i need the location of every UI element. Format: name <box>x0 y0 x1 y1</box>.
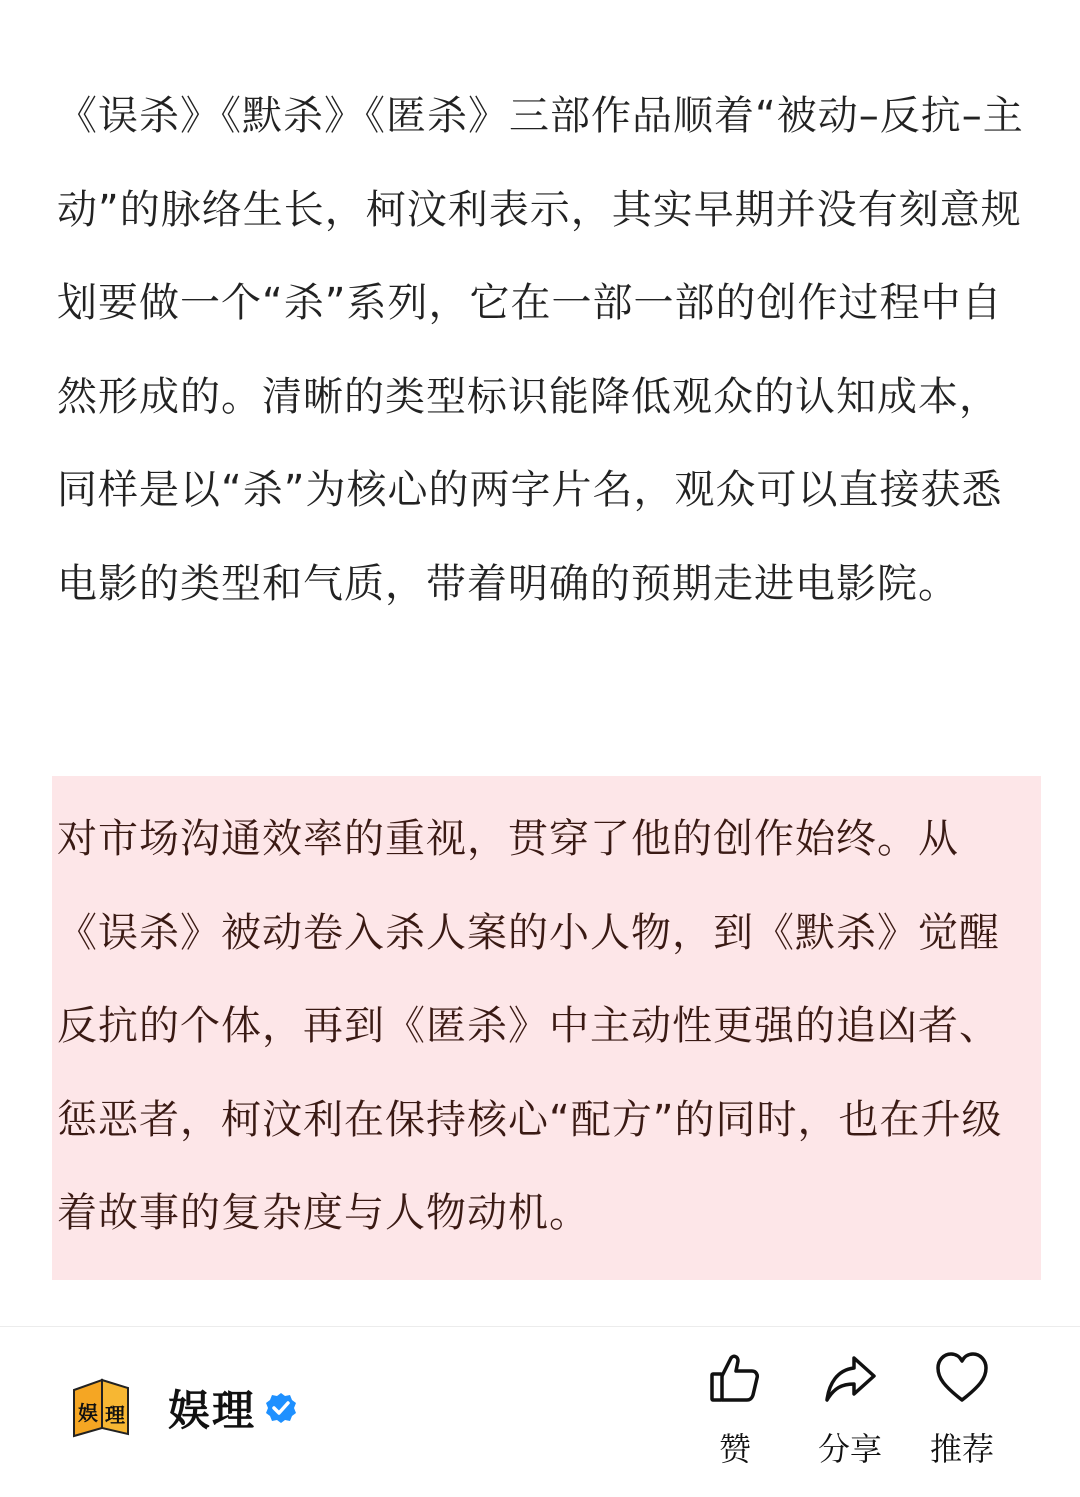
author-info[interactable] <box>68 1376 298 1440</box>
action-bar <box>690 1350 1030 1470</box>
like-label: 赞 <box>718 1430 751 1468</box>
share-button[interactable] <box>800 1350 900 1470</box>
author-logo-char-2: 理 <box>105 1403 125 1427</box>
author-logo-char-1: 娱 <box>78 1401 98 1425</box>
thumbs-up-icon <box>707 1350 763 1406</box>
verified-badge-icon <box>264 1391 298 1425</box>
author-name[interactable]: 娱理 <box>168 1386 257 1435</box>
article-paragraph: 《误杀》《默杀》《匿杀》三部作品顺着“被动–反抗–主动”的脉络生长，柯汶利表示，其实早期并没有刻意规划要做一个“杀”系列，它在一部一部的创作过程中自然形成的。清晰的类型标识能降低观众的认知成本，同样是以“杀”为核心的两字片名，观众可以直接获悉电影的类型和气质，带着明确的预期走进电影院。 <box>57 93 1024 607</box>
recommend-label: 推荐 <box>929 1430 994 1468</box>
highlighted-paragraph: 对市场沟通效率的重视，贯穿了他的创作始终。从《误杀》被动卷入杀人案的小人物，到《默杀》觉醒反抗的个体，再到《匿杀》中主动性更强的追凶者、惩恶者，柯汶利在保持核心“配方”的同时，也在升级着故事的复杂度与人物动机。 <box>57 816 1003 1236</box>
share-label: 分享 <box>817 1430 882 1468</box>
like-button[interactable] <box>685 1350 785 1470</box>
author-logo-icon <box>68 1376 132 1440</box>
heart-icon <box>934 1350 990 1406</box>
divider <box>0 1326 1080 1327</box>
share-arrow-icon <box>822 1350 878 1406</box>
recommend-button[interactable] <box>912 1350 1012 1470</box>
author-logo[interactable] <box>68 1376 132 1440</box>
